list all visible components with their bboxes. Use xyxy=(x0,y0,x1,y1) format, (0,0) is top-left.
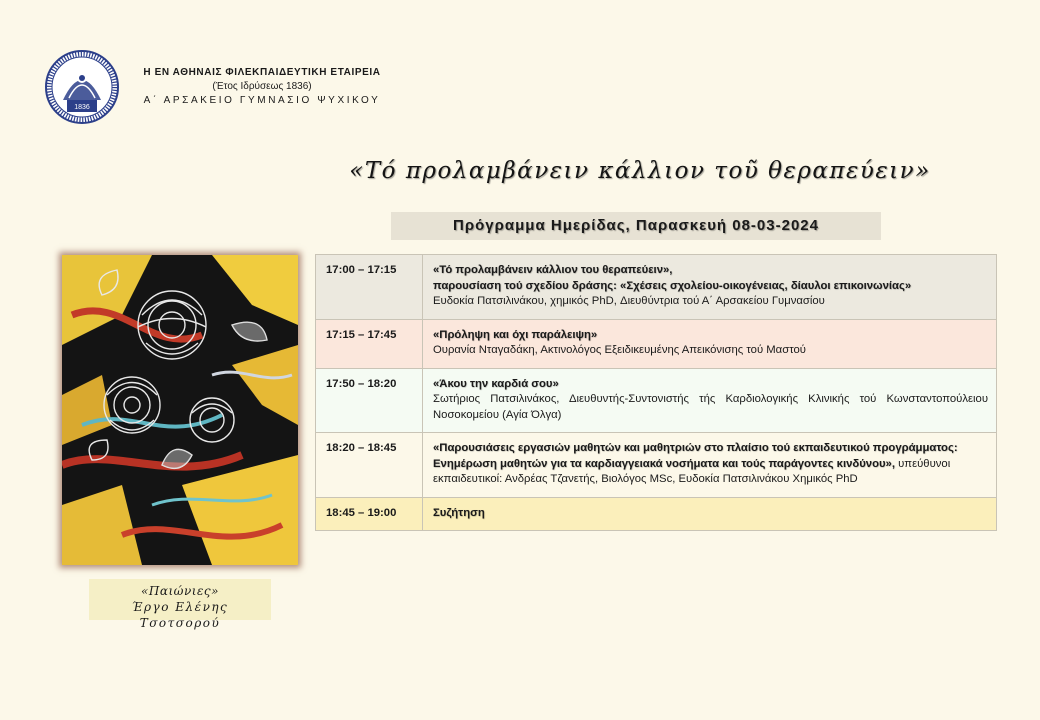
session-cell xyxy=(423,497,997,531)
session-title: «Παρουσιάσεις εργασιών μαθητών και μαθητριών στο πλαίσιο τού εκπαιδευτικού προγράμματος: Ενημέρωση μαθητών για τα καρδιαγγειακά νοσήματα και τούς παράγοντες κινδύνου», xyxy=(433,442,958,470)
table-row xyxy=(316,368,997,433)
artwork-title: «Παιώνιες» xyxy=(141,584,219,598)
seal-year: 1836 xyxy=(74,104,90,111)
artwork-image xyxy=(62,255,298,565)
peonies-painting xyxy=(62,255,298,565)
society-seal-icon xyxy=(45,50,119,124)
time-cell: 18:20 – 18:45 xyxy=(316,433,423,498)
session-speaker: Σωτήριος Πατσιλινάκος, Διευθυντής-Συντονιστής τής Καρδιολογικής Κλινικής τού Κωνσταντοπούλειου Νοσοκομείου (Αγία Όλγα) xyxy=(433,393,988,421)
organization-header xyxy=(132,66,392,108)
time-cell: 17:15 – 17:45 xyxy=(316,319,423,368)
time-cell: 17:50 – 18:20 xyxy=(316,368,423,433)
session-speaker: Ουρανία Νταγαδάκη, Ακτινολόγος Εξειδικευμένης Απεικόνισης τού Μαστού xyxy=(433,344,806,356)
session-speaker: υπεύθυνοι εκπαιδευτικοί: Ανδρέας Τζανετής, Βιολόγος MSc, Ευδοκία Πατσιλινάκου Χημικός PhD xyxy=(433,457,951,485)
org-name: Η ΕΝ ΑΘΗΝΑΙΣ ΦΙΛΕΚΠΑΙΔΕΥΤΙΚΗ ΕΤΑΙΡΕΙΑ xyxy=(143,67,381,78)
page-title: «Τό προλαμβάνειν κάλλιον τοῦ θεραπεύειν» xyxy=(349,158,931,184)
session-subtitle: παρουσίαση τού σχεδίου δράσης: «Σχέσεις σχολείου-οικογένειας, δίαυλοι επικοινωνίας» xyxy=(433,279,912,292)
program-subtitle: Πρόγραμμα Ημερίδας, Παρασκευή 08-03-2024 xyxy=(391,212,881,240)
session-title: Συζήτηση xyxy=(433,506,485,519)
table-row xyxy=(316,497,997,531)
school-name: Α΄ ΑΡΣΑΚΕΙΟ ΓΥΜΝΑΣΙΟ ΨΥΧΙΚΟΥ xyxy=(143,95,381,106)
artwork-author: Έργο Ελένης Τσοτσορού xyxy=(131,600,229,630)
table-row xyxy=(316,255,997,320)
artwork-caption xyxy=(89,579,271,630)
session-title: «Πρόληψη και όχι παράλειψη» xyxy=(433,328,598,341)
session-cell xyxy=(423,255,997,320)
session-cell xyxy=(423,319,997,368)
session-title: «Τό προλαμβάνειν κάλλιον του θεραπεύειν», xyxy=(433,264,673,276)
time-cell: 17:00 – 17:15 xyxy=(316,255,423,320)
table-row xyxy=(316,319,997,368)
time-cell: 18:45 – 19:00 xyxy=(316,497,423,531)
session-speaker: Ευδοκία Πατσιλινάκου, χημικός PhD, Διευθύντρια τού Α΄ Αρσακείου Γυμνασίου xyxy=(433,295,825,307)
org-founded: (Έτος Ιδρύσεως 1836) xyxy=(212,81,312,92)
table-row xyxy=(316,433,997,498)
session-cell xyxy=(423,368,997,433)
session-cell xyxy=(423,433,997,498)
session-title: «Άκου την καρδιά σου» xyxy=(433,377,559,390)
schedule-table xyxy=(315,254,997,531)
